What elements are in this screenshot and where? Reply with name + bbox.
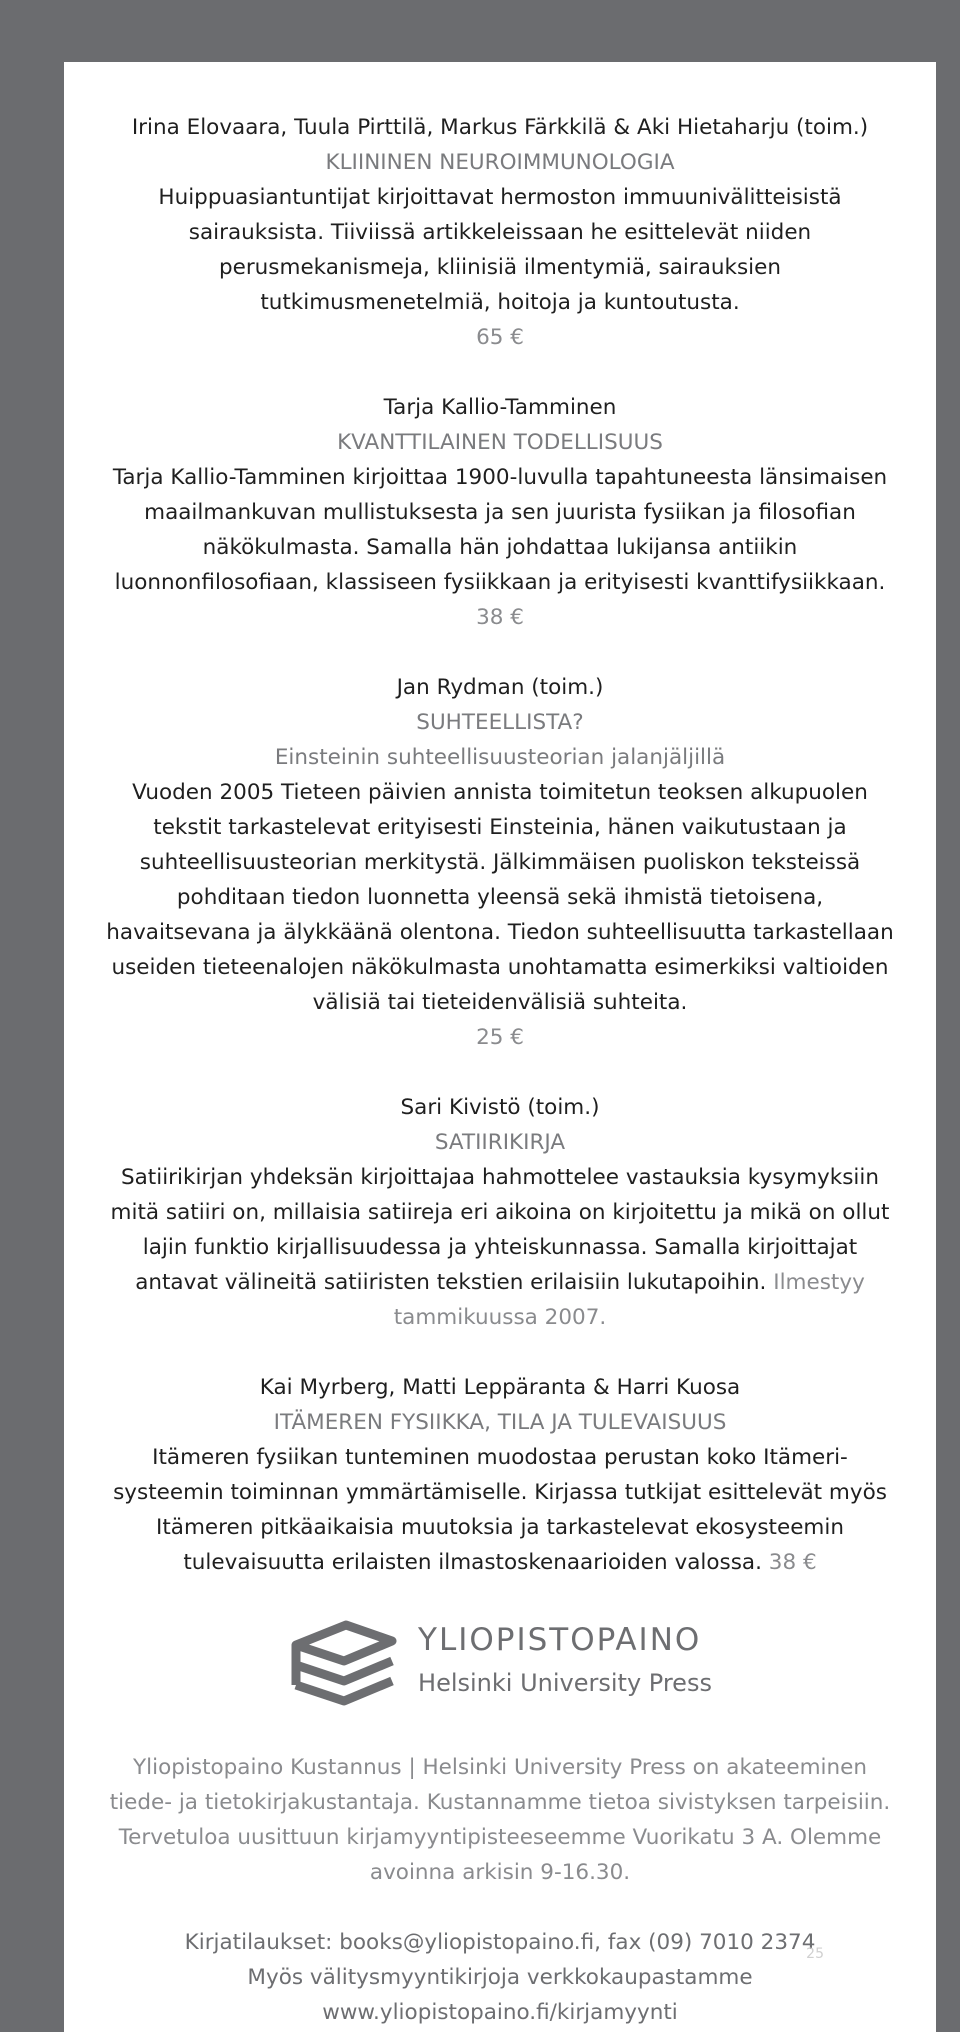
contact-info (102, 1925, 898, 2030)
publisher-logo (102, 1615, 898, 1722)
book-price: 38 € (768, 1550, 817, 1575)
book-subtitle: Einsteinin suhteellisuusteorian jalanjäljillä (274, 745, 726, 770)
book-description-text: Itämeren fysiikan tunteminen muodostaa perustan koko Itämeri-systeemin toiminnan ymmärtämiselle. Kirjassa tutkijat esittelevät myös Itämeren pitkäaikaisia muutoksia ja tarkastelevat ekosysteemin tulevaisuutta erilaisten ilmastoskenaarioiden valossa. (113, 1445, 887, 1575)
page-number: 25 (806, 1946, 824, 1962)
page (64, 62, 936, 2032)
book-title: SUHTEELLISTA? (416, 710, 584, 735)
book-description-text: Tarja Kallio-Tamminen kirjoittaa 1900-luvulla tapahtuneesta länsimaisen maailmankuvan mullistuksesta ja sen juurista fysiikan ja filosofian näkökulmasta. Samalla hän johdattaa lukijansa antiikin luonnonfilosofiaan, klassiseen fysiikkaan ja erityisesti kvanttifysiikkaan. (112, 465, 888, 595)
book-author: Kai Myrberg, Matti Leppäranta & Harri Kuosa (259, 1375, 741, 1400)
book-title: SATIIRIKIRJA (434, 1130, 566, 1155)
book-title: ITÄMEREN FYSIIKKA, TILA JA TULEVAISUUS (273, 1410, 727, 1435)
order-contact: Kirjatilaukset: books@yliopistopaino.fi, fax (09) 7010 2374 (184, 1930, 816, 1955)
stacked-books-logo-icon (288, 1615, 400, 1722)
book-description-text: Vuoden 2005 Tieteen päivien annista toimitetun teoksen alkupuolen tekstit tarkastelevat erityisesti Einsteinia, hänen vaikutustaan ja suhteellisuusteorian merkitystä. Jälkimmäisen puoliskon teksteissä pohditaan tiedon luonnetta yleensä sekä ihmistä tietoisena, havaitsevana ja älykkäänä olentona. Tiedon suhteellisuutta tarkastellaan useiden tieteenalojen näkökulmasta unohtamatta esimerkiksi valtioiden välisiä tai tieteidenvälisiä suhteita. (106, 780, 894, 1015)
book-price: 38 € (476, 605, 524, 630)
book-description (102, 775, 898, 1020)
book-description (102, 460, 898, 635)
website-url: www.yliopistopaino.fi/kirjamyynti (322, 2000, 678, 2025)
book-entry (102, 1090, 898, 1335)
book-author: Irina Elovaara, Tuula Pirttilä, Markus Färkkilä & Aki Hietaharju (toim.) (131, 115, 869, 140)
logo-name: YLIOPISTOPAINO (418, 1622, 702, 1658)
book-entry (102, 110, 898, 355)
book-entry (102, 1370, 898, 1580)
book-description-text: Satiirikirjan yhdeksän kirjoittajaa hahmottelee vastauksia kysymyksiin mitä satiiri on, millaisia satiireja eri aikoina on kirjoitettu ja mikä on ollut lajin funktio kirjallisuudessa ja yhteiskunnassa. Samalla kirjoittajat antavat välineitä satiiristen tekstien erilaisiin lukutapoihin. (110, 1165, 890, 1295)
book-list (102, 110, 898, 2030)
book-author: Jan Rydman (toim.) (396, 675, 604, 700)
book-entry (102, 390, 898, 635)
book-description (102, 1440, 898, 1580)
publisher-description: Yliopistopaino Kustannus | Helsinki University Press on akateeminen tiede- ja tietokirjakustantaja. Kustannamme tietoa sivistyksen tarpeisiin. Tervetuloa uusittuun kirjamyyntipisteeseemme Vuorikatu 3 A. Olemme avoinna arkisin 9-16.30. (109, 1755, 891, 1885)
logo-text (418, 1621, 712, 1703)
book-title: KVANTTILAINEN TODELLISUUS (337, 430, 663, 455)
book-author: Tarja Kallio-Tamminen (383, 395, 617, 420)
book-price: 25 € (476, 1025, 524, 1050)
book-description-text: Huippuasiantuntijat kirjoittavat hermoston immuunivälitteisistä sairauksista. Tiiviissä artikkeleissaan he esittelevät niiden perusmekanismeja, kliinisiä ilmentymiä, sairauksien tutkimusmenetelmiä, hoitoja ja kuntoutusta. (158, 185, 842, 315)
book-price: 65 € (476, 325, 524, 350)
reseller-note: Myös välitysmyyntikirjoja verkkokaupastamme (247, 1965, 753, 1990)
book-title: KLIININEN NEUROIMMUNOLOGIA (325, 150, 675, 175)
book-description (102, 1160, 898, 1335)
book-author: Sari Kivistö (toim.) (400, 1095, 600, 1120)
book-description (102, 180, 898, 320)
book-entry (102, 670, 898, 1055)
logo-subtitle: Helsinki University Press (418, 1669, 712, 1697)
book-release-note: Ilmestyy tammikuussa 2007. (393, 1270, 865, 1330)
